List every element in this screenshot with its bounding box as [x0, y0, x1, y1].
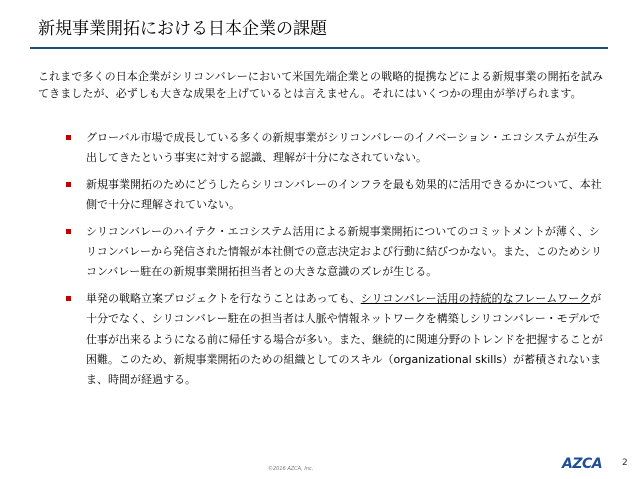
- list-item: [66, 128, 606, 169]
- bullet-square-icon: [66, 135, 71, 140]
- azca-logo: AZCA: [562, 456, 603, 472]
- title-divider: [30, 47, 608, 49]
- list-item: [66, 222, 606, 283]
- page-number: 2: [622, 458, 628, 468]
- list-item-text: グローバル市場で成長している多くの新規事業がシリコンバレーのイノベーション・エコシステムが生み出してきたという事実に対する認識、理解が十分になされていない。: [86, 131, 599, 165]
- bullet-square-icon: [66, 182, 71, 187]
- list-item: [66, 289, 606, 391]
- list-item-text: シリコンバレーのハイテク・エコシステム活用による新規事業開拓についてのコミットメントが薄く、シリコンバレーから発信された情報が本社側での意志決定および行動に結びつかない。また、このためシリコンバレー駐在の新規事業開拓担当者との大きな意識のズレが生じる。: [86, 224, 603, 279]
- list-item-text-start: 単発の戦略立案プロジェクトを行なうことはあっても、: [86, 291, 361, 305]
- bullet-square-icon: [66, 229, 71, 234]
- intro-paragraph: これまで多くの日本企業がシリコンバレーにおいて米国先端企業との戦略的提携などによる新規事業の開拓を試みてきましたが、必ずしも大きな成果を上げているとは言えません。それにはいくつかの理由が挙げられます。: [38, 70, 604, 100]
- underlined-phrase: シリコンバレー活用の持続的なフレームワーク: [360, 291, 591, 305]
- list-item-text: 新規事業開拓のためにどうしたらシリコンバレーのインフラを最も効果的に活用できるかについて、本社側で十分に理解されていない。: [86, 177, 602, 212]
- slide-title: 新規事業開拓における日本企業の課題: [38, 19, 327, 39]
- bullet-square-icon: [66, 296, 71, 301]
- list-item: [66, 175, 606, 216]
- issue-list: [66, 128, 606, 397]
- list-item-text-end: が十分でなく、シリコンバレー駐在の担当者は人脈や情報ネットワークを構築しシリコンバレー・モデルで仕事が出来るようになる前に帰任する場合が多い。また、継続的に関連分野のトレンドを把握することが困難。このため、新規事業開拓のための組織としてのスキル（organizational skills）が蓄積されないまま、時間が経過する。: [86, 291, 603, 387]
- copyright-notice: ©2016 AZCA, Inc.: [268, 466, 314, 472]
